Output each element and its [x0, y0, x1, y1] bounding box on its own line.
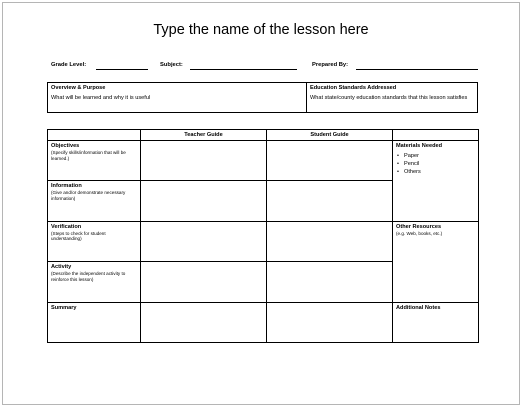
grid-header-corner [48, 130, 141, 141]
subject-field[interactable] [190, 69, 297, 70]
lesson-plan-grid [47, 129, 479, 343]
verification-desc: (Steps to check for student understanding) [51, 230, 106, 242]
material-item-label: Pencil [404, 161, 420, 167]
list-item [396, 160, 475, 168]
standards-box[interactable] [306, 82, 478, 113]
information-label-cell [48, 181, 141, 221]
resources-heading: Other Resources [396, 223, 442, 230]
prepared-by-field[interactable] [356, 69, 478, 70]
information-desc: (Give and/or demonstrate necessary information) [51, 190, 126, 201]
notes-cell[interactable] [393, 302, 479, 342]
resources-desc: (e.g. Web, books, etc.) [396, 230, 443, 236]
objectives-label-cell [48, 141, 141, 181]
list-item [396, 168, 475, 176]
objectives-desc: (Specify skills/information that will be learned.) [51, 150, 126, 161]
objectives-student-cell[interactable] [267, 141, 393, 181]
information-student-cell[interactable] [267, 181, 393, 221]
summary-student-cell[interactable] [267, 302, 393, 342]
activity-teacher-cell[interactable] [141, 262, 267, 302]
verification-teacher-cell[interactable] [141, 221, 267, 261]
verification-label: Verification [51, 223, 82, 230]
table-row [48, 141, 479, 181]
grade-level-field[interactable] [96, 69, 148, 70]
standards-text: What state/county education standards that this lesson satisfies [310, 95, 468, 101]
activity-label: Activity [51, 264, 72, 271]
activity-label-cell [48, 262, 141, 302]
standards-heading: Education Standards Addressed [310, 85, 397, 91]
grid-header-row [48, 130, 479, 141]
material-item-label: Others [404, 169, 421, 175]
side-column-header [393, 130, 479, 141]
objectives-teacher-cell[interactable] [141, 141, 267, 181]
materials-list [396, 152, 475, 176]
overview-text: What will be learned and why it is useful [51, 95, 151, 101]
grade-level-label: Grade Level: [51, 62, 87, 68]
student-guide-header: Student Guide [267, 130, 393, 141]
material-item-label: Paper [404, 153, 419, 159]
information-label: Information [51, 183, 82, 190]
prepared-by-label: Prepared By: [312, 62, 349, 68]
verification-student-cell[interactable] [267, 221, 393, 261]
activity-desc: (Describe the independent activity to reinforce this lesson) [51, 271, 126, 282]
overview-heading: Overview & Purpose [51, 85, 106, 91]
summary-label: Summary [51, 304, 77, 311]
notes-heading: Additional Notes [396, 304, 441, 311]
table-row [48, 221, 479, 261]
bullet-icon: • [397, 169, 399, 175]
resources-cell[interactable] [393, 221, 479, 302]
bullet-icon: • [397, 161, 399, 167]
bullet-icon: • [397, 153, 399, 159]
materials-cell[interactable] [393, 141, 479, 222]
overview-box[interactable] [47, 82, 307, 113]
materials-heading: Materials Needed [396, 143, 443, 149]
objectives-label: Objectives [51, 143, 80, 149]
lesson-title[interactable]: Type the name of the lesson here [153, 22, 369, 38]
summary-teacher-cell[interactable] [141, 302, 267, 342]
table-row [48, 302, 479, 342]
activity-student-cell[interactable] [267, 262, 393, 302]
list-item [396, 152, 475, 160]
subject-label: Subject: [160, 62, 183, 68]
summary-label-cell [48, 302, 141, 342]
verification-label-cell [48, 221, 141, 261]
information-teacher-cell[interactable] [141, 181, 267, 221]
teacher-guide-header: Teacher Guide [141, 130, 267, 141]
